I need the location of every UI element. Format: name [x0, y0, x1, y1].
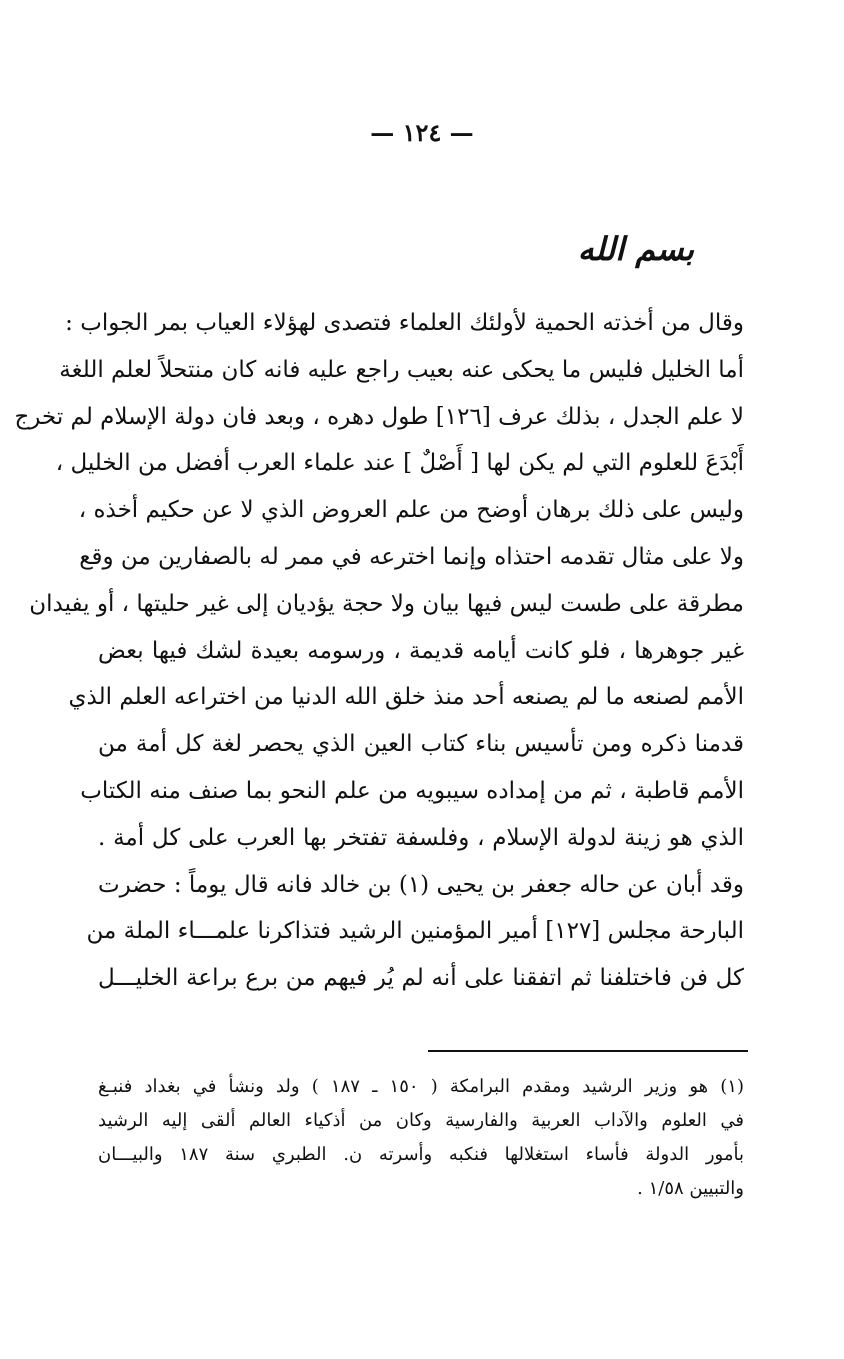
text-line: قدمنا ذكره ومن تأسيس بناء كتاب العين الذي يحصر لغة كل أمة من [98, 731, 744, 758]
text-line: وليس على ذلك برهان أوضح من علم العروض الذي لا عن حكيم أخذه ، [78, 497, 744, 524]
footnote-line: والتبيين ١/٥٨ . [637, 1178, 744, 1199]
basmala-heading: بسم الله [577, 230, 694, 268]
text-line: وقال من أخذته الحمية لأولئك العلماء فتصدى لهؤلاء العياب بمر الجواب : [65, 310, 744, 336]
text-line: مطرقة على طست ليس فيها بيان ولا حجة يؤديان إلى غير حليتها ، أو يفيدان [29, 590, 744, 617]
main-text [14, 300, 745, 1002]
text-line: الذي هو زينة لدولة الإسلام ، وفلسفة تفتخر بها العرب على كل أمة . [98, 824, 744, 851]
text-line: ولا على مثال تقدمه احتذاه وإنما اخترعه في ممر له بالصفارين من وقع [79, 543, 744, 570]
text-line: الأمم قاطبة ، ثم من إمداده سيبويه من علم النحو بما صنف منه الكتاب [80, 777, 744, 804]
text-line: أما الخليل فليس ما يحكى عنه بعيب راجع عليه فانه كان منتحلاً لعلم اللغة [59, 356, 744, 383]
text-line: البارحة مجلس [١٢٧] أمير المؤمنين الرشيد فتذاكرنا علمـــاء الملة من [86, 918, 744, 945]
text-line: وقد أبان عن حاله جعفر بن يحيى (١) بن خالد فانه قال يوماً : حضرت [98, 871, 745, 898]
text-line: الأمم لصنعه ما لم يصنعه أحد منذ خلق الله الدنيا من اختراعه العلم الذي [68, 684, 744, 711]
page-number: — ١٢٤ — [370, 118, 474, 147]
text-line: غير جوهرها ، فلو كانت أيامه قديمة ، ورسومه بعيدة لشك فيها بعض [98, 637, 744, 664]
text-line: لا علم الجدل ، بذلك عرف [١٢٦] طول دهره ، وبعد فان دولة الإسلام لم تخرج [14, 403, 744, 430]
footnote-line: في العلوم والآداب العربية والفارسية وكان من أذكياء العالم ألقى إليه الرشيد [98, 1110, 744, 1131]
footnote-line: (١) هو وزير الرشيد ومقدم البرامكة ( ١٥٠ ـ ١٨٧ ) ولد ونشأ في بغداد فنبـغ [98, 1076, 744, 1097]
text-line: كل فن فاختلفنا ثم اتفقنا على أنه لم يُر فيهم من برع براعة الخليـــل [98, 965, 744, 992]
text-line: أَبْدَعَ للعلوم التي لم يكن لها [ أَصْلٌ ] عند علماء العرب أفضل من الخليل ، [55, 450, 744, 477]
footnote-line: بأمور الدولة فأساء استغلالها فنكبه وأسرته ن. الطبري سنة ١٨٧ والبيـــان [98, 1144, 744, 1165]
footnote-divider [428, 1050, 748, 1052]
footnote-block [98, 1070, 744, 1206]
